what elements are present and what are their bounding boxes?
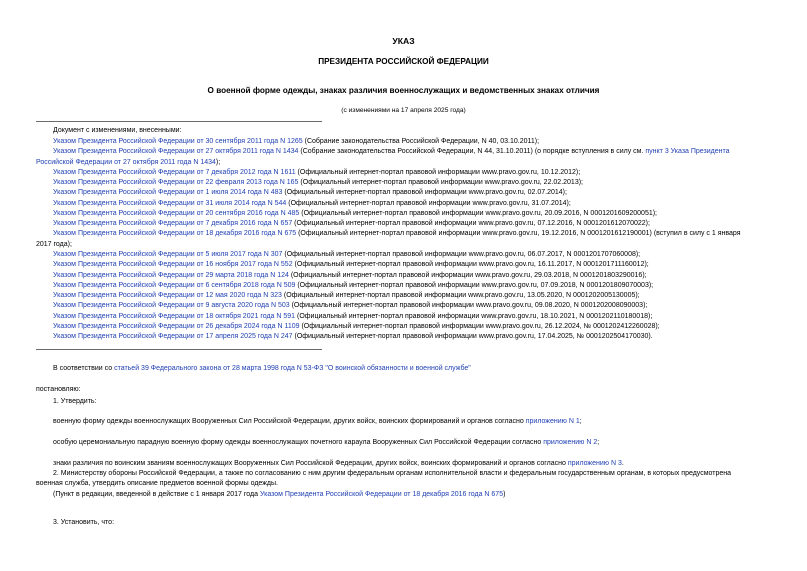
amending-decree-link[interactable]: Указом Президента Российской Федерации от 31 июля 2014 года N 544 [53,199,287,207]
amending-decree-link[interactable]: Указом Президента Российской Федерации от 22 февраля 2013 года N 165 [53,179,299,187]
amending-decree-link[interactable]: Указом Президента Российской Федерации от 1 июля 2014 года N 483 [53,189,283,197]
change-item: Указом Президента Российской Федерации от 17 апреля 2025 года N 247 (Официальный интернет-портал правовой информации www.pravo.gov.ru, 17.04.2025, № 0001202504170030). [53,333,653,341]
change-item: Указом Президента Российской Федерации от 31 июля 2014 года N 544 (Официальный интернет-портал правовой информации www.pravo.gov.ru, 31.07.2014); [53,199,571,207]
change-item: Указом Президента Российской Федерации от 9 августа 2020 года N 503 (Официальный интернет-портал правовой информации www.pravo.gov.ru, 09.08.2020, N 0001202008090003); [53,302,648,310]
change-item: Указом Президента Российской Федерации от 12 мая 2020 года N 323 (Официальный интернет-портал правовой информации www.pravo.gov.ru, 13.05.2020, N 0001202005130005); [53,292,640,300]
change-item: Указом Президента Российской Федерации от 16 ноября 2017 года N 552 (Официальный интернет-портал правовой информации www.pravo.gov.ru, 16.11.2017, N 0001201711160012); [53,261,649,269]
change-item: Указом Президента Российской Федерации от 1 июля 2014 года N 483 (Официальный интернет-портал правовой информации www.pravo.gov.ru, 02.07.2014); [53,189,567,197]
amending-decree-link[interactable]: Указом Президента Российской Федерации от 7 декабря 2012 года N 1611 [53,168,296,176]
paragraph-3: 3. Установить, что: [53,519,115,526]
changes-intro: Документ с изменениями, внесенными: [53,127,182,134]
change-item: Указом Президента Российской Федерации от 22 февраля 2013 года N 165 (Официальный интернет-портал правовой информации www.pravo.gov.ru, 22.02.2013); [53,179,583,187]
bottom-divider [36,349,322,350]
amending-decree-link[interactable]: Указом Президента Российской Федерации от 17 апреля 2025 года N 247 [53,333,293,341]
change-item: Указом Президента Российской Федерации от 29 марта 2018 года N 124 (Официальный интернет-портал правовой информации www.pravo.gov.ru, 29.03.2018, N 0001201803290016); [53,271,647,279]
amending-decree-link[interactable]: Указом Президента Российской Федерации от 18 декабря 2016 года N 675 [53,230,297,238]
paragraph-2-note: (Пункт в редакции, введенной в действие с 1 января 2017 года Указом Президента Российской Федерации от 18 декабря 2016 года N 675) [53,491,506,498]
change-item: Указом Президента Российской Федерации от 7 декабря 2016 года N 657 (Официальный интернет-портал правовой информации www.pravo.gov.ru, 07.12.2016, N 0001201612070022); [53,220,650,228]
decree-word: постановляю: [36,386,81,393]
doc-issuer: ПРЕЗИДЕНТА РОССИЙСКОЙ ФЕДЕРАЦИИ [318,57,489,66]
entry-into-force-link[interactable]: пункт 3 Указа Президента [645,148,730,156]
change-item: Указом Президента Российской Федерации от 18 октября 2021 года N 591 (Официальный интернет-портал правовой информации www.pravo.gov.ru, 18.10.2021, N 0001202110180018); [53,312,653,320]
appendix-2-link[interactable]: приложению N 2 [543,439,598,446]
amending-decree-link[interactable]: Указом Президента Российской Федерации от 6 сентября 2018 года N 509 [53,281,296,289]
paragraph-1c: знаки различия по воинским званиям военнослужащих Вооруженных Сил Российской Федерации, других войск, воинских формирований и органов согласно приложению N 3. [53,460,624,467]
appendix-1-link[interactable]: приложению N 1 [525,418,580,425]
appendix-3-link[interactable]: приложению N 3 [567,460,622,467]
top-divider [36,121,322,122]
amending-decree-link[interactable]: Указом Президента Российской Федерации от 9 августа 2020 года N 503 [53,302,290,310]
change-item: Указом Президента Российской Федерации от 18 декабря 2016 года N 675 (Официальный интернет-портал правовой информации www.pravo.gov.ru, 19.12.2016, N 0001201612190001) (вступил в силу с 1 января [53,230,741,238]
amending-decree-link[interactable]: Указом Президента Российской Федерации от 18 октября 2021 года N 591 [53,312,296,320]
doc-name: О военной форме одежды, знаках различия военнослужащих и ведомственных знаках отличия [207,86,600,95]
change-item: Указом Президента Российской Федерации от 20 сентября 2016 года N 485 (Официальный интернет-портал правовой информации www.pravo.gov.ru, 20.09.2016, N 0001201609200051); [53,209,658,217]
doc-revision: (с изменениями на 17 апреля 2025 года) [341,107,466,114]
change-item: Указом Президента Российской Федерации от 6 сентября 2018 года N 509 (Официальный интернет-портал правовой информации www.pravo.gov.ru, 07.09.2018, N 0001201809070003); [53,281,654,289]
amending-decree-link[interactable]: Указом Президента Российской Федерации от 7 декабря 2016 года N 657 [53,220,293,228]
paragraph-2-line2: военная служба, утвердить описание предметов военной формы одежды. [36,480,278,487]
amending-decree-link[interactable]: Указом Президента Российской Федерации от 12 мая 2020 года N 323 [53,292,282,300]
paragraph-2-line1: 2. Министерству обороны Российской Федерации, а также по согласованию с ним другим федеральным органам исполнительной власти и федеральным государственным органам, в которых предусмотрена [53,470,732,477]
paragraph-1: 1. Утвердить: [53,398,97,405]
paragraph-1b: особую церемониальную парадную военную форму одежды военнослужащих почетного караула Вооруженных Сил Российской Федерации согласно приложению N 2; [53,439,600,446]
amending-decree-link[interactable]: Указом Президента Российской Федерации от 29 марта 2018 года N 124 [53,271,289,279]
amending-decree-link[interactable]: Указом Президента Российской Федерации от 20 сентября 2016 года N 485 [53,209,300,217]
change-item: Указом Президента Российской Федерации от 30 сентября 2011 года N 1265 (Собрание законодательства Российской Федерации, N 40, 03.10.2011); [53,138,540,145]
change-item-continuation: Российской Федерации от 27 октября 2011 года N 1434); [36,158,221,166]
decree-675-link[interactable]: Указом Президента Российской Федерации от 18 декабря 2016 года N 675 [259,491,504,498]
doc-title: УКАЗ [392,36,415,46]
preamble: В соответствии со статьей 39 Федерального закона от 28 марта 1998 года N 53-ФЗ "О воинской обязанности и военной службе" [53,365,471,372]
amending-decree-link[interactable]: Указом Президента Российской Федерации от 16 ноября 2017 года N 552 [53,261,293,269]
amending-decree-link[interactable]: Указом Президента Российской Федерации от 5 июля 2017 года N 307 [53,251,283,258]
paragraph-1a: военную форму одежды военнослужащих Вооруженных Сил Российской Федерации, других войск, воинских формирований и органов согласно приложению N 1; [53,418,582,425]
law-article-link[interactable]: статьей 39 Федерального закона от 28 марта 1998 года N 53-ФЗ "О воинской обязанности и военной службе" [114,365,471,372]
change-item-continuation: 2017 года); [36,240,72,248]
amending-decree-link[interactable]: Указом Президента Российской Федерации от 27 октября 2011 года N 1434 [53,148,299,156]
amending-decree-link[interactable]: Указом Президента Российской Федерации от 30 сентября 2011 года N 1265 [53,138,303,145]
change-item: Указом Президента Российской Федерации от 27 октября 2011 года N 1434 (Собрание законодательства Российской Федерации, N 44, 31.10.2011) (о порядке вступления в силу см. пункт 3 Указа Президента [53,148,730,156]
change-item: Указом Президента Российской Федерации от 7 декабря 2012 года N 1611 (Официальный интернет-портал правовой информации www.pravo.gov.ru, 10.12.2012); [53,168,581,176]
change-item: Указом Президента Российской Федерации от 5 июля 2017 года N 307 (Официальный интернет-портал правовой информации www.pravo.gov.ru, 06.07.2017, N 0001201707060008); [53,251,641,258]
entry-into-force-link-cont[interactable]: Российской Федерации от 27 октября 2011 года N 1434 [36,158,216,166]
change-item: Указом Президента Российской Федерации от 26 декабря 2024 года N 1109 (Официальный интернет-портал правовой информации www.pravo.gov.ru, 26.12.2024, № 0001202412260028); [53,322,660,330]
amending-decree-link[interactable]: Указом Президента Российской Федерации от 26 декабря 2024 года N 1109 [53,322,300,330]
